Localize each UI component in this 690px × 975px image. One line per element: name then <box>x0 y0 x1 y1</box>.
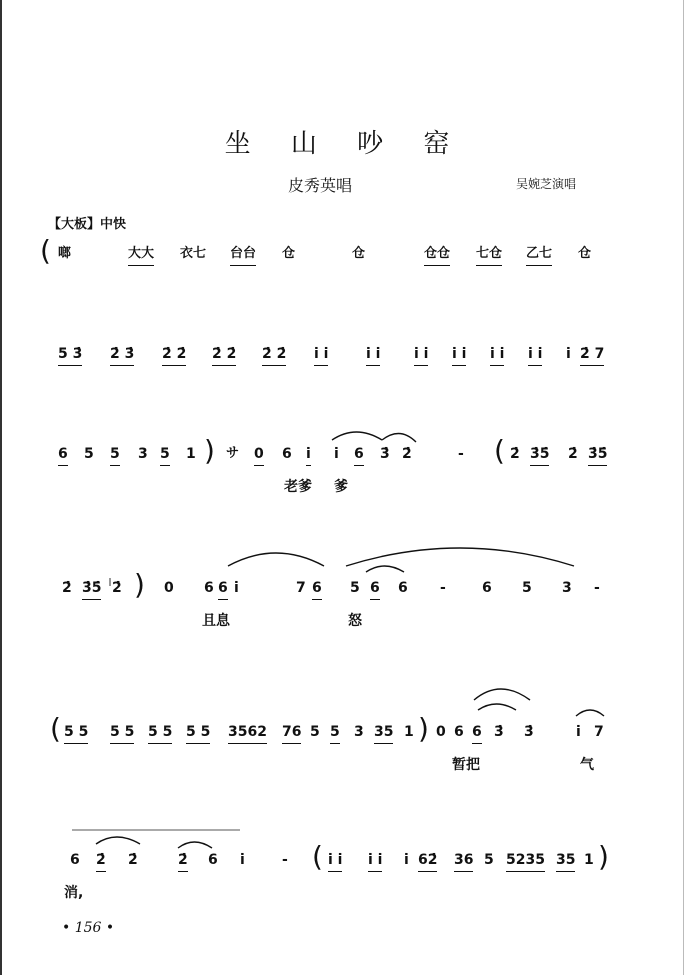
note-token: ) <box>204 434 215 467</box>
note-token: 2̇ <box>96 850 106 872</box>
note-token: i̇ i̇ <box>452 344 466 366</box>
note-token: ) <box>418 712 429 745</box>
note-token: 乙七 <box>526 244 552 266</box>
note-token: i̇ i̇ <box>368 850 382 872</box>
note-token: 3 <box>562 580 572 596</box>
note-token: 5 <box>350 580 360 596</box>
note-token: サ <box>226 446 240 461</box>
lyric-text: 爹 <box>334 479 348 495</box>
note-token: 2̇ <box>62 580 72 596</box>
note-token: 5 3̇ <box>58 344 82 366</box>
note-token: i̇ i̇ <box>314 344 328 366</box>
note-token: 1 <box>584 852 594 868</box>
note-token: i̇ i̇ <box>528 344 542 366</box>
slur-arc <box>332 432 382 440</box>
performer-credit: 吴婉芝演唱 <box>516 177 577 191</box>
note-token: 0 <box>254 444 264 466</box>
note-token: 5 <box>330 722 340 744</box>
note-token: 6 <box>454 724 464 740</box>
note-token: 2̇ 7 <box>580 344 604 366</box>
note-token: 6 <box>218 578 228 600</box>
note-token: 台台 <box>230 244 256 266</box>
note-token: 2̇ <box>112 580 122 596</box>
note-token: - <box>594 580 600 596</box>
note-token: 35 <box>556 850 575 872</box>
note-token: 2̇ <box>402 446 412 462</box>
note-token: 3̇ <box>494 724 504 740</box>
note-token: ( <box>40 234 51 267</box>
note-token: ) <box>134 568 145 601</box>
slur-arc <box>96 837 140 844</box>
note-token: 2̇ <box>510 446 520 462</box>
lyric-text: 怒 <box>348 613 362 629</box>
lyric-text: 消, <box>64 885 84 901</box>
lyric-text: 气 <box>580 757 594 773</box>
note-token: 3 <box>354 724 364 740</box>
section-label: 【大板】中快 <box>48 217 127 232</box>
note-token: 6 <box>70 852 80 868</box>
note-token: 6 <box>472 722 482 744</box>
note-token: ) <box>598 840 609 873</box>
note-token: 3̇ <box>524 724 534 740</box>
note-token: 仓 <box>352 246 366 261</box>
note-token: 6 <box>370 578 380 600</box>
note-token: 2̇ <box>568 446 578 462</box>
note-token: ( <box>494 434 505 467</box>
note-token: 5235 <box>506 850 545 872</box>
note-token: 7 <box>296 580 306 596</box>
note-token: 1 <box>186 446 196 462</box>
note-token: 6 <box>482 580 492 596</box>
note-token: 衣七 <box>180 246 207 261</box>
note-token: 仓 <box>578 246 592 261</box>
note-token: 5 <box>522 580 532 596</box>
note-token: 5 <box>160 444 170 466</box>
note-token: 仓仓 <box>424 244 450 266</box>
slur-arc <box>474 689 530 700</box>
slur-arc <box>366 566 404 572</box>
note-token: 5 5 <box>186 722 210 744</box>
note-token: - <box>440 580 446 596</box>
note-token: 3̇5̇ <box>530 444 549 466</box>
note-token: i̇ <box>566 346 571 362</box>
slur-arc <box>576 710 604 716</box>
note-token: 6 <box>204 580 214 596</box>
note-token: 3 <box>138 446 148 462</box>
note-token: i̇ i̇ <box>490 344 504 366</box>
note-token: i̇ i̇ <box>414 344 428 366</box>
slur-arc <box>382 433 416 442</box>
note-token: 仓 <box>282 246 296 261</box>
note-token: ( <box>312 840 323 873</box>
lyric-text: 暂把 <box>452 757 480 773</box>
lyric-text: 老爹 <box>284 479 312 495</box>
slur-arc <box>346 548 574 566</box>
note-token: 6 <box>208 852 218 868</box>
note-token: 6 <box>282 446 292 462</box>
note-token: i̇ <box>240 852 245 868</box>
note-token: i̇ i̇ <box>328 850 342 872</box>
note-token: i̇ <box>306 444 311 466</box>
note-token: - <box>458 446 464 462</box>
note-token: 2̇ 2̇ <box>262 344 286 366</box>
note-token: 2̇ <box>128 852 138 868</box>
note-token: 5 5 <box>110 722 134 744</box>
note-token: 2̇ <box>178 850 188 872</box>
lyric-text: 且息 <box>202 613 230 629</box>
slur-arc <box>478 704 516 710</box>
subtitle: 皮秀英唱 <box>288 176 353 195</box>
note-token: 1 <box>404 724 414 740</box>
note-token: 5 5 <box>148 722 172 744</box>
note-token: 36 <box>454 850 473 872</box>
page-number: • 156 • <box>62 920 115 936</box>
note-token: i̇ i̇ <box>366 344 380 366</box>
note-token: 5 <box>310 724 320 740</box>
note-token: 2̇ 3̇ <box>110 344 134 366</box>
note-token: 76 <box>282 722 301 744</box>
note-token: i̇ <box>576 724 581 740</box>
note-token: 6 <box>398 580 408 596</box>
slur-arc <box>178 842 212 848</box>
note-token: 3̇5̇ <box>588 444 607 466</box>
note-token: 5 <box>84 446 94 462</box>
note-token: 3̇ <box>380 446 390 462</box>
note-token: 6 <box>58 444 68 466</box>
note-token: 大大 <box>128 244 154 266</box>
note-token: 2̇ 2̇ <box>162 344 186 366</box>
note-token: i̇ <box>234 580 239 596</box>
page-title: 坐 山 吵 窑 <box>224 129 466 159</box>
note-token: 0 <box>436 724 446 740</box>
note-token: 5 5 <box>64 722 88 744</box>
slur-arc <box>228 553 324 566</box>
note-token: - <box>282 852 288 868</box>
note-token: ( <box>50 712 61 745</box>
note-token: 7 <box>594 724 604 740</box>
note-token: i̇ <box>404 852 409 868</box>
note-token: 6 <box>354 444 364 466</box>
note-token: 6 <box>312 578 322 600</box>
note-token: i̇ <box>334 446 339 462</box>
note-token: 5 <box>484 852 494 868</box>
note-token: 0 <box>164 580 174 596</box>
note-token: 七仓 <box>476 244 502 266</box>
note-token: 2̇ 2̇ <box>212 344 236 366</box>
note-token: 62̇ <box>418 850 437 872</box>
note-token: 5 <box>110 444 120 466</box>
note-token: 35 <box>374 722 393 744</box>
note-token: 3562 <box>228 722 267 744</box>
note-token: 3̇5̇ <box>82 578 101 600</box>
note-token: 啷 <box>58 246 72 261</box>
